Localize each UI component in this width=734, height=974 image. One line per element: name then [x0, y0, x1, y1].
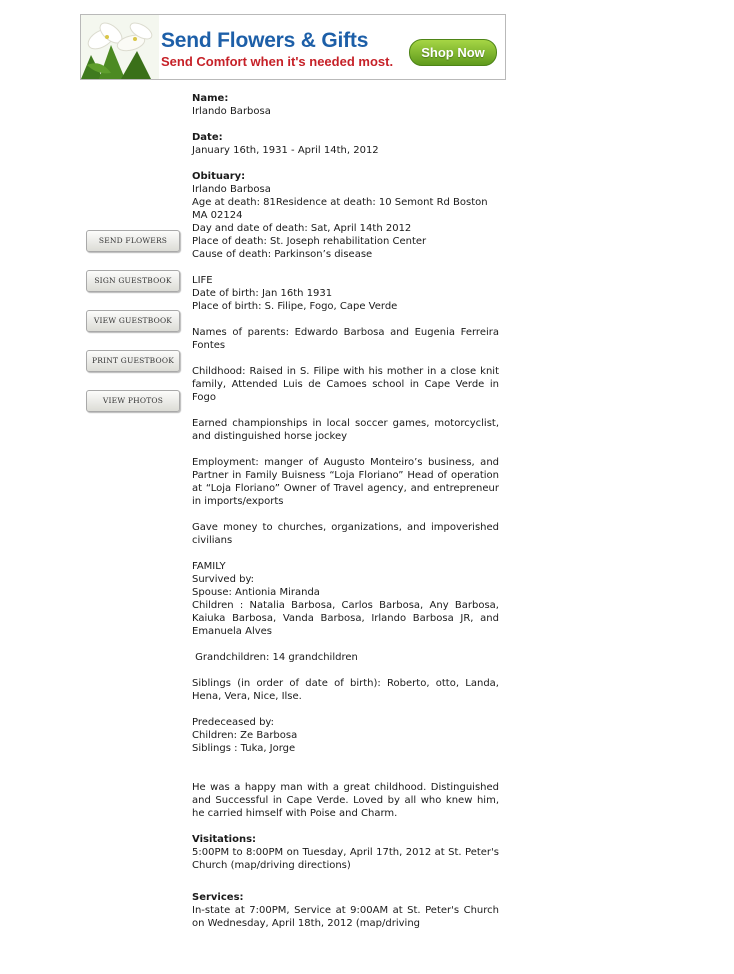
obituary-line: Place of death: St. Joseph rehabilitation Center	[192, 236, 427, 247]
employment-paragraph: Employment: manger of Augusto Monteiro’s business, and Partner in Family Buisness “Loja Floriano” Head of operation at “Loja Floriano” Owner of Travel agency, and entrepreneur in imports/exports	[192, 457, 499, 507]
view-guestbook-button[interactable]: VIEW GUESTBOOK	[86, 310, 180, 332]
banner-subtitle: Send Comfort when it's needed most.	[161, 54, 394, 69]
spouse-line: Spouse: Antionia Miranda	[192, 587, 320, 598]
predeceased-line: Predeceased by:	[192, 717, 274, 728]
print-guestbook-button[interactable]: PRINT GUESTBOOK	[86, 350, 180, 372]
life-heading: LIFE	[192, 275, 213, 286]
grandchildren-line: Grandchildren: 14 grandchildren	[192, 652, 358, 663]
flowers-ad-banner[interactable]	[80, 14, 506, 80]
name-label: Name:	[192, 93, 229, 104]
obituary-line: Day and date of death: Sat, April 14th 2012	[192, 223, 412, 234]
childhood-paragraph: Childhood: Raised in S. Filipe with his mother in a close knit family, Attended Luis de Camoes school in Cape Verde in Fogo	[192, 366, 499, 403]
send-flowers-button[interactable]: SEND FLOWERS	[86, 230, 180, 252]
visitations-value: 5:00PM to 8:00PM on Tuesday, April 17th, 2012 at St. Peter's Church (map/driving directions)	[192, 847, 499, 871]
obituary-line: Age at death: 81Residence at death: 10 Semont Rd Boston MA 02124	[192, 197, 488, 221]
date-label: Date:	[192, 132, 223, 143]
gave-paragraph: Gave money to churches, organizations, and impoverished civilians	[192, 522, 499, 546]
obituary-line: Place of birth: S. Filipe, Fogo, Cape Verde	[192, 301, 398, 312]
name-value: Irlando Barbosa	[192, 106, 271, 117]
sign-guestbook-button[interactable]: SIGN GUESTBOOK	[86, 270, 180, 292]
predeceased-line: Children: Ze Barbosa	[192, 730, 298, 741]
children-paragraph: Children : Natalia Barbosa, Carlos Barbosa, Any Barbosa, Kaiuka Barbosa, Vanda Barbosa, Irlando Barbosa JR, and Emanuela Alves	[192, 600, 499, 637]
family-heading: FAMILY	[192, 561, 226, 572]
obituary-label: Obituary:	[192, 171, 246, 182]
obituary-content	[192, 92, 499, 930]
obituary-line: Date of birth: Jan 16th 1931	[192, 288, 333, 299]
championships-paragraph: Earned championships in local soccer games, motorcyclist, and distinguished horse jockey	[192, 418, 499, 442]
obituary-line: Irlando Barbosa	[192, 184, 271, 195]
date-value: January 16th, 1931 - April 14th, 2012	[192, 145, 379, 156]
view-photos-button[interactable]: VIEW PHOTOS	[86, 390, 180, 412]
siblings-paragraph: Siblings (in order of date of birth): Roberto, otto, Landa, Hena, Vera, Nice, Ilse.	[192, 678, 499, 702]
side-button-column	[86, 230, 178, 430]
survived-by: Survived by:	[192, 574, 254, 585]
predeceased-line: Siblings : Tuka, Jorge	[192, 743, 296, 754]
lily-flowers-icon	[81, 15, 159, 79]
closing-paragraph: He was a happy man with a great childhood. Distinguished and Successful in Cape Verde. Loved by all who knew him, he carried himself with Poise and Charm.	[192, 782, 499, 819]
services-value: In-state at 7:00PM, Service at 9:00AM at St. Peter's Church on Wednesday, April 18th, 2012 (map/driving	[192, 905, 499, 929]
parents-paragraph: Names of parents: Edwardo Barbosa and Eugenia Ferreira Fontes	[192, 327, 499, 351]
obituary-line: Cause of death: Parkinson’s disease	[192, 249, 373, 260]
banner-title: Send Flowers & Gifts	[161, 29, 369, 52]
visitations-label: Visitations:	[192, 834, 257, 845]
services-label: Services:	[192, 892, 244, 903]
shop-now-button[interactable]: Shop Now	[409, 39, 497, 66]
